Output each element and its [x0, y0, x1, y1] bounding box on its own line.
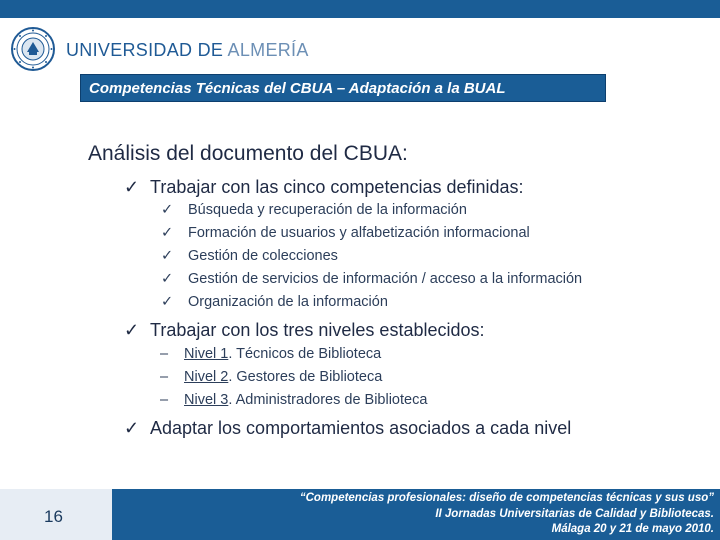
- bullet-text: Adaptar los comportamientos asociados a cada nivel: [150, 418, 572, 438]
- footer-ref-line-2: II Jornadas Universitarias de Calidad y Bibliotecas.: [435, 507, 714, 520]
- subitem-colecciones: [161, 248, 338, 264]
- bullet-item-competencias: [124, 177, 524, 198]
- check-icon: ✓: [161, 271, 174, 287]
- level-item-1: [160, 346, 382, 362]
- check-icon: ✓: [161, 294, 174, 310]
- page-number: 16: [44, 507, 63, 526]
- bullet-item-niveles: [124, 320, 485, 341]
- bullet-item-comportamientos: [124, 418, 572, 439]
- footer-bar: [0, 489, 720, 540]
- footer-reference: [194, 491, 714, 538]
- subitem-text: Gestión de colecciones: [188, 248, 338, 264]
- subitem-text: Organización de la información: [188, 294, 388, 310]
- subitem-text: Búsqueda y recuperación de la información: [188, 202, 467, 218]
- subitem-formacion: [161, 225, 530, 241]
- university-name-bold: UNIVERSIDAD DE: [66, 40, 228, 60]
- level-desc: . Gestores de Biblioteca: [228, 369, 383, 385]
- university-name-light: ALMERÍA: [227, 40, 309, 60]
- dash-marker: –: [160, 392, 169, 408]
- level-name: Nivel 2: [184, 369, 229, 385]
- footer-ref-line-3: Málaga 20 y 21 de mayo 2010.: [551, 523, 714, 535]
- bullet-text: Trabajar con las cinco competencias definidas:: [150, 177, 524, 197]
- university-name: [66, 40, 309, 61]
- level-name: Nivel 3: [184, 392, 229, 408]
- dash-marker: –: [160, 369, 169, 385]
- check-icon: ✓: [124, 418, 140, 438]
- dash-marker: –: [160, 346, 169, 362]
- level-item-3: [160, 392, 428, 408]
- slide-title-bar: [80, 74, 606, 102]
- level-desc: . Administradores de Biblioteca: [228, 392, 428, 408]
- top-bar: [0, 0, 720, 18]
- subitem-organizacion: [161, 294, 388, 310]
- check-icon: ✓: [124, 320, 140, 340]
- page-number-box: [0, 489, 112, 540]
- bullet-text: Trabajar con los tres niveles establecidos:: [150, 320, 485, 340]
- subitem-busqueda: [161, 202, 467, 218]
- footer-ref-line-1: “Competencias profesionales: diseño de competencias técnicas y sus uso”: [299, 492, 714, 504]
- check-icon: ✓: [161, 225, 174, 241]
- subitem-text: Formación de usuarios y alfabetización informacional: [188, 225, 530, 241]
- subitem-text: Gestión de servicios de información / acceso a la información: [188, 271, 583, 287]
- check-icon: ✓: [161, 202, 174, 218]
- level-desc: . Técnicos de Biblioteca: [228, 346, 382, 362]
- level-item-2: [160, 369, 383, 385]
- check-icon: ✓: [124, 177, 140, 197]
- subitem-servicios: [161, 271, 583, 287]
- section-heading: Análisis del documento del CBUA:: [88, 142, 408, 165]
- check-icon: ✓: [161, 248, 174, 264]
- level-name: Nivel 1: [184, 346, 229, 362]
- university-seal-logo: [10, 26, 56, 72]
- slide-title: Competencias Técnicas del CBUA – Adaptación a la BUAL: [89, 80, 506, 97]
